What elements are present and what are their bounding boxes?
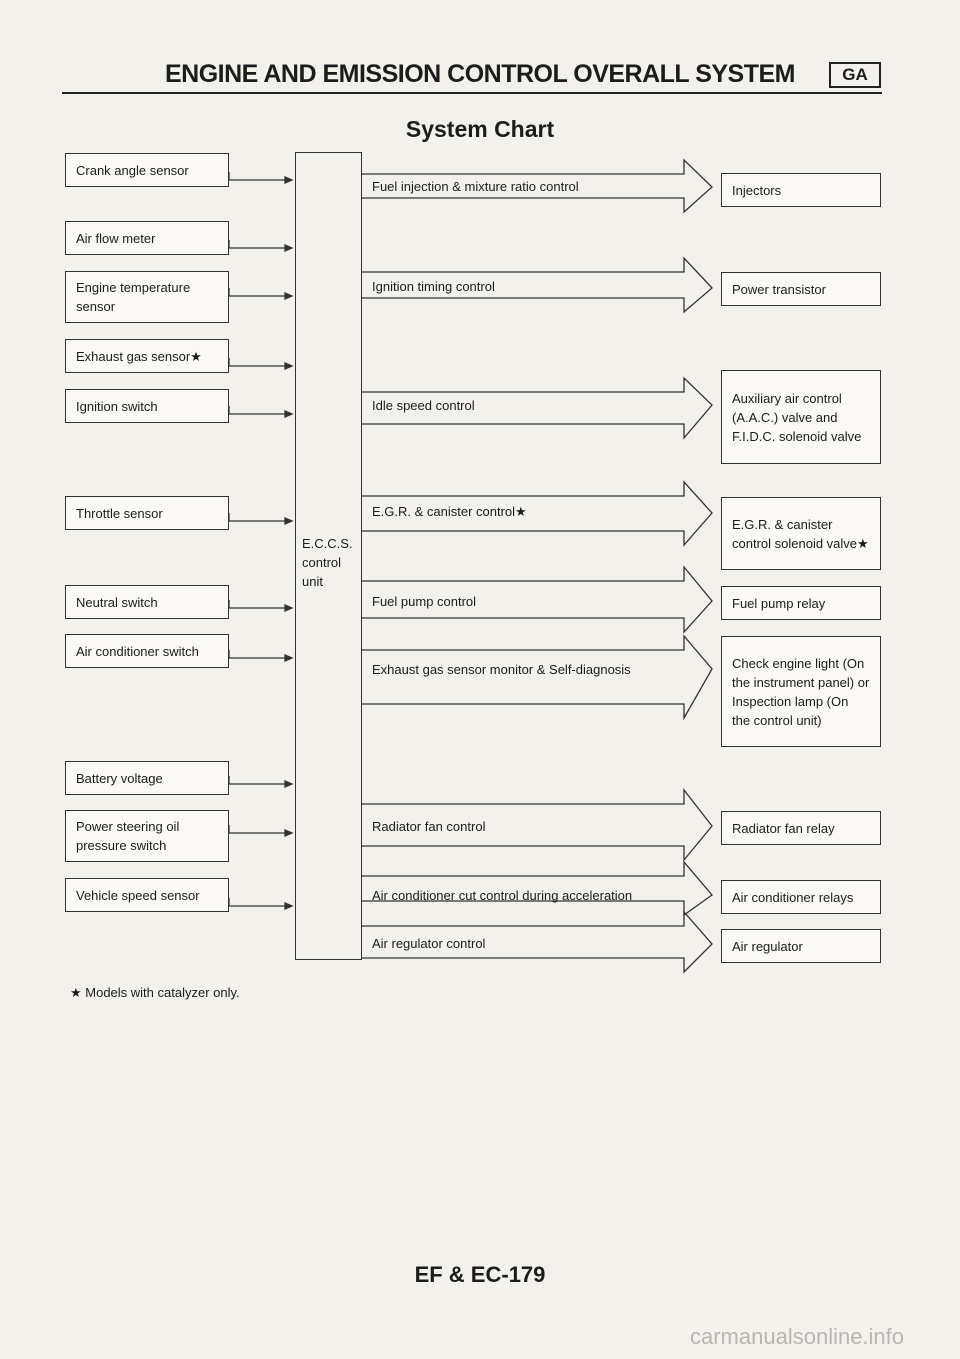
input-box-power-steering-oil-pressure-switch: Power steering oil pressure switch xyxy=(65,810,229,862)
input-arrow-4 xyxy=(229,406,287,414)
output-box-fuel-pump-relay: Fuel pump relay xyxy=(721,586,881,620)
input-arrowhead-8 xyxy=(285,781,292,787)
input-arrow-8 xyxy=(229,776,287,784)
watermark: carmanualsonline.info xyxy=(690,1324,905,1349)
input-arrow-0 xyxy=(229,172,287,180)
input-box-exhaust-gas-sensor: Exhaust gas sensor★ xyxy=(65,339,229,373)
page-header-title: ENGINE AND EMISSION CONTROL OVERALL SYSTEM xyxy=(165,60,795,88)
input-arrow-2 xyxy=(229,288,287,296)
input-box-battery-voltage: Battery voltage xyxy=(65,761,229,795)
input-arrowhead-1 xyxy=(285,245,292,251)
input-box-vehicle-speed-sensor: Vehicle speed sensor xyxy=(65,878,229,912)
input-arrowhead-5 xyxy=(285,518,292,524)
control-idle-speed: Idle speed control xyxy=(372,398,475,413)
input-arrow-1 xyxy=(229,240,287,248)
input-arrowhead-6 xyxy=(285,605,292,611)
input-box-ignition-switch: Ignition switch xyxy=(65,389,229,423)
input-arrow-9 xyxy=(229,825,287,833)
input-arrowhead-0 xyxy=(285,177,292,183)
output-box-air-regulator: Air regulator xyxy=(721,929,881,963)
eccs-control-unit-label: E.C.C.S. control unit xyxy=(302,536,353,589)
input-arrow-5 xyxy=(229,513,287,521)
input-arrowhead-7 xyxy=(285,655,292,661)
control-air-regulator: Air regulator control xyxy=(372,936,486,951)
control-radiator-fan: Radiator fan control xyxy=(372,819,486,834)
output-box-injectors: Injectors xyxy=(721,173,881,207)
input-arrowhead-4 xyxy=(285,411,292,417)
input-arrow-3 xyxy=(229,358,287,366)
output-box-radiator-fan-relay: Radiator fan relay xyxy=(721,811,881,845)
control-exhaust-gas-sensor-monitor: Exhaust gas sensor monitor & Self-diagnosis xyxy=(372,662,631,677)
input-box-engine-temperature-sensor: Engine temperature sensor xyxy=(65,271,229,323)
page-number: EF & EC-179 xyxy=(414,1262,546,1287)
input-arrow-10 xyxy=(229,898,287,906)
catalyzer-footnote: ★ Models with catalyzer only. xyxy=(70,985,240,1000)
output-box-egr-canister-solenoid: E.G.R. & canister control solenoid valve★ xyxy=(721,497,881,570)
input-box-neutral-switch: Neutral switch xyxy=(65,585,229,619)
input-arrowhead-2 xyxy=(285,293,292,299)
output-box-air-conditioner-relays: Air conditioner relays xyxy=(721,880,881,914)
input-box-throttle-sensor: Throttle sensor xyxy=(65,496,229,530)
input-arrowhead-9 xyxy=(285,830,292,836)
input-arrowhead-3 xyxy=(285,363,292,369)
output-box-power-transistor: Power transistor xyxy=(721,272,881,306)
input-arrowhead-10 xyxy=(285,903,292,909)
output-box-aac-valve: Auxiliary air control (A.A.C.) valve and F.I.D.C. solenoid valve xyxy=(721,370,881,464)
control-egr-canister: E.G.R. & canister control★ xyxy=(372,504,527,519)
control-fuel-injection: Fuel injection & mixture ratio control xyxy=(372,179,579,194)
input-arrow-6 xyxy=(229,600,287,608)
control-ignition-timing: Ignition timing control xyxy=(372,279,495,294)
control-air-conditioner-cut: Air conditioner cut control during acceleration xyxy=(372,888,633,903)
chart-title: System Chart xyxy=(405,116,555,142)
control-fuel-pump: Fuel pump control xyxy=(372,594,477,609)
input-box-air-flow-meter: Air flow meter xyxy=(65,221,229,255)
input-box-air-conditioner-switch: Air conditioner switch xyxy=(65,634,229,668)
input-arrow-7 xyxy=(229,650,287,658)
engine-code-badge: GA xyxy=(829,62,881,88)
output-box-check-engine-light: Check engine light (On the instrument panel) or Inspection lamp (On the control unit) xyxy=(721,636,881,747)
input-box-crank-angle-sensor: Crank angle sensor xyxy=(65,153,229,187)
